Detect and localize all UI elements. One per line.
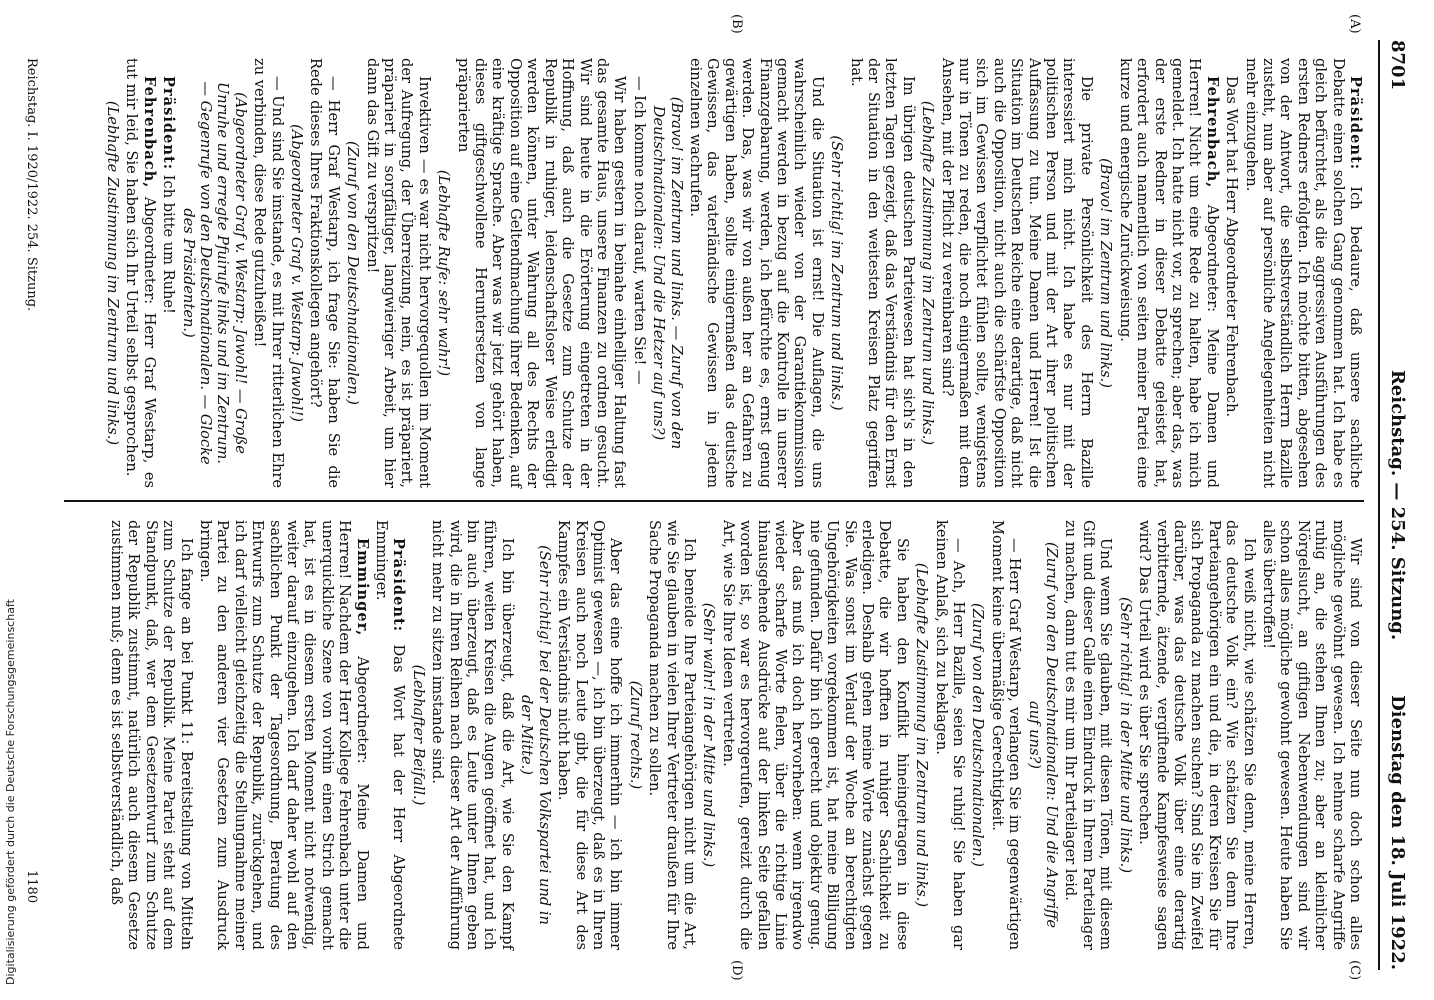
speech-paragraph bbox=[197, 520, 371, 950]
interjection: (Lebhafte Rufe: sehr wahr!) bbox=[435, 169, 453, 377]
paragraph: — Und sind Sie imstande, es mit Ihrer ritterlichen Ehre zu verbinden, diese Rede gutzuheißen! bbox=[251, 58, 286, 489]
interjection: (Zuruf von den Deutschnationalen.) bbox=[969, 603, 987, 867]
speaker-name: Präsident: bbox=[1347, 76, 1364, 171]
header-date: Dienstag den 18. Juli 1922. bbox=[1387, 695, 1408, 970]
left-column bbox=[102, 58, 1364, 488]
page-header bbox=[1378, 40, 1414, 970]
speaker-name: Präsident: bbox=[390, 538, 408, 633]
interjection: (Lebhafte Zustimmung im Zentrum und links.) bbox=[919, 100, 937, 446]
margin-letter-c: (C) bbox=[1347, 960, 1362, 981]
speech-text: Ich bedaure, daß unsere sachliche Debatte einen solchen Gang genommen hat. Ich habe es gleich befürchtet, als die aggressiven Ausführungen des ersten Redners erfolgten. Ich möchte bitten, abgesehen von der Antwort, die selbstverständlich Herrn Bazille zusteht, nun aber auf persönliche Angelegenheiten nicht mehr einzugehen. bbox=[1242, 58, 1364, 488]
column-divider bbox=[64, 500, 1364, 502]
interjection: (Abgeordneter Graf v. Westarp: Jawohl!) bbox=[288, 124, 306, 422]
paragraph: Und die Situation ist ernst! Die Auflagen, die uns wahrscheinlich wieder von der Garantiekommission gemacht werden in bezug auf die Kontrolle in unserer Finanzgebarung, werden, ich befürchte es, ernst genug werden. Das, was wir von außen her an Gefahren zu gewärtigen haben, sollte einigermaßen das deutsche Gewissen, das vaterländische Gewissen in jedem einzelnen wachrufen. bbox=[686, 58, 826, 488]
paragraph: Die private Persönlichkeit des Herrn Bazille interessiert mich nicht. Ich habe es nur mit der politischen Person und mit der Art ihrer politischen Auffassung zu tun. Meine Damen und Herren! Ist die Situation im Deutschen Reiche eine derartige, daß nicht auch die Opposition, nicht auch die schärfste Opposition sich im Gewissen verpflichtet fühlen sollte, wenigstens nur in Tönen zu reden, die noch einigermaßen mit dem Ansehen, mit der Pflicht zu vereinbaren sind? bbox=[938, 58, 1095, 488]
interjection: (Bravo! im Zentrum und links.) bbox=[1097, 158, 1115, 388]
paragraph: Das Wort hat Herr Abgeordneter Fehrenbach. bbox=[1223, 76, 1241, 418]
paragraph: Wir haben gestern in beinahe einhelliger Haltung fast das gesamte Haus, unsere Finanzen zu ordnen gesucht. Wir sind heute in die Erörterung eingetreten in der Hoffnung, daß auch die Gesetze zum Schutze der Republik in ruhiger, leidenschaftsloser Weise erledigt werden können, unter Wahrung all des Rechts der Opposition auf eine Geltendmachung ihrer Bedenken, auf eine kräftige Sprache. Aber was wir jetzt gehört haben, dieses giftgeschwollene Heruntersetzen von lange präparierten bbox=[454, 58, 629, 488]
speaker-name: Fehrenbach, bbox=[1203, 76, 1221, 189]
footer-source: Reichstag. I. 1920/1922. 254. Sitzung. bbox=[24, 58, 39, 312]
speaker-name: Emminger, bbox=[353, 538, 371, 637]
interjection: (Zuruf von den Deutschnationalen: Und die Angriffe auf uns?) bbox=[1025, 541, 1061, 929]
paragraph: — Herr Graf Westarp, verlangen Sie im gegenwärtigen Moment keine übermäßige Gerechtigkeit. bbox=[988, 520, 1024, 950]
paragraph: Wir sind von dieser Seite nun doch schon alles mögliche gewöhnt gewesen. Ich nehme scharfe Angriffe ruhig an, die stehen Ihnen zu; aber an kleinlicher Nörgelsucht, an giftigen Nebenwendungen sind wir schon alles mögliche gewohnt gewesen. Heute haben Sie alles übertroffen! bbox=[1259, 520, 1364, 950]
interjection: (Sehr richtig! in der Mitte und links.) bbox=[1116, 596, 1134, 874]
margin-letter-d: (D) bbox=[729, 960, 744, 981]
right-column bbox=[106, 520, 1364, 950]
paragraph: Aber das eine hoffe ich immerhin — ich bin immer Optimist gewesen —, ich bin überzeugt, daß es in Ihren Kreisen auch noch Leute gibt, die für diese Art des Kampfes ein Verständnis nicht haben. bbox=[555, 520, 625, 950]
paragraph: — Ich komme noch darauf, warten Sie! — bbox=[630, 76, 648, 385]
header-title: Reichstag. — 254. Sitzung. bbox=[1387, 369, 1408, 641]
speech-paragraph bbox=[373, 520, 408, 950]
margin-letter-b: (B) bbox=[729, 14, 744, 34]
interjection: (Lebhafte Zustimmung im Zentrum und links.) bbox=[913, 562, 931, 908]
speech-text: Abgeordneter: Herr Graf Westarp, es tut mir leid, Sie haben sich Ihr Urteil selbst gesprochen. bbox=[123, 58, 158, 489]
margin-letter-a: (A) bbox=[1347, 14, 1362, 34]
interjection: (Zuruf von den Deutschnationalen.) bbox=[344, 141, 362, 405]
interjection: (Sehr richtig! bei der Deutschen Volkspartei und in der Mitte.) bbox=[518, 545, 553, 925]
page-number: 8701 bbox=[1387, 40, 1408, 91]
paragraph: Im übrigen deutschen Parteiwesen hat sich's in den letzten Tagen gezeigt, daß das Verständnis für den Ernst der Situation in den weitesten Kreisen Platz gegriffen hat. bbox=[847, 58, 917, 488]
paragraph: — Herr Graf Westarp, ich frage Sie: haben Sie die Rede dieses Ihres Fraktionskollegen angehört? bbox=[307, 58, 342, 488]
interjection: (Lebhafte Zustimmung im Zentrum und links.) bbox=[103, 100, 121, 446]
speech-paragraph bbox=[1116, 58, 1220, 488]
interjection: (Sehr wahr! in der Mitte und links.) bbox=[700, 602, 718, 868]
speech-text: Abgeordneter: Meine Damen und Herren! Nachdem der Herr Kollege Fehrenbach unter die unerquickliche Szene von vorhin einen Strich gemacht hat, ist es in diesem ersten Moment nicht notwendig, weiter darauf einzugehen. Ich darf daher wohl auf den sachlichen Punkt der Tagesordnung, Beratung des Entwurfs zum Schutze der Republik, zurückgehen, und ich darf vielleicht gleichzeitig die Stellungnahme meiner Partei zu den anderen vier Gesetzen zum Ausdruck bringen. bbox=[197, 520, 371, 950]
speech-paragraph bbox=[1242, 58, 1364, 488]
interjection: (Zuruf rechts.) bbox=[626, 680, 644, 790]
speaker-name: Präsident: bbox=[160, 76, 178, 171]
paragraph: Sie haben den Konflikt hineingetragen in diese Debatte, die wir hofften in ruhiger Sachlichkeit zu erledigen. Deshalb gehen meine Worte zunächst gegen Sie. Was sonst im Verlauf der Woche an berechtigten Ungehörigkeiten vorgekommen ist, hat meine Billigung nie gefunden. Dafür bin ich gerecht und objektiv genug. Aber das muß ich doch hervorheben: wenn irgendwo wieder scharfe Worte fielen, über die richtige Linie hinausgehende Ausdrücke auf der linken Seite gefallen worden ist, so war es hervorgerufen, gereizt durch die Art, wie Sie Ihre Ideen vertreten. bbox=[719, 520, 911, 950]
speech-text: Abgeordneter: Meine Damen und Herren! Nicht um eine Rede zu halten, habe ich mich gemeldet. Ich hatte nicht vor, zu sprechen; aber das, was der erste Redner in dieser Debatte geleistet hat, erfordert auch namentlich von seiten meiner Partei eine kurze und energische Zurückweisung. bbox=[1116, 58, 1221, 488]
paragraph: Ich bin überzeugt, daß die Art, wie Sie den Kampf führen, weiten Kreisen die Augen geöffnet hat, und ich bin auch überzeugt, daß es Leute unter Ihnen geben wird, die in Ihren Reihen nach dieser Art der Aufführung nicht mehr zu sitzen imstande sind. bbox=[429, 520, 516, 950]
paragraph: Und wenn Sie glauben, mit diesen Tönen, mit diesem Gift und dieser Galle einen Eindruck in Ihrem Parteilager zu machen, dann tut es mir um Ihr Parteilager leid. bbox=[1062, 520, 1115, 950]
speech-paragraph bbox=[160, 58, 177, 488]
paragraph: — Ach, Herr Bazille, seien Sie ruhig! Sie haben gar keinen Anlaß, sich zu beklagen. bbox=[932, 520, 968, 950]
interjection: (Lebhafter Beifall.) bbox=[409, 664, 427, 806]
paragraph: Ich beneide Ihre Parteiangehörigen nicht um die Art, wie Sie glauben in vielen Ihrer Vertreter draußen für Ihre Sache Propaganda machen zu sollen. bbox=[646, 520, 698, 950]
paragraph: Invektiven — es war nicht hervorgequollen im Moment der Aufregung, der Überreizung, nein, es ist präpariert, präpariert in sorgfältiger, langwieriger Arbeit, um hier dann das Gift zu verspritzen! bbox=[363, 58, 433, 488]
interjection: (Sehr richtig! im Zentrum und links.) bbox=[828, 135, 846, 411]
speech-text: Ich bitte um Ruhe! bbox=[160, 174, 178, 314]
footer-page-number: 1180 bbox=[24, 870, 39, 904]
digitization-credit: Digitalisierung gefördert durch die Deutsche Forschungsgemeinschaft bbox=[4, 599, 17, 985]
speech-paragraph bbox=[123, 58, 158, 488]
interjection: (Bravo! im Zentrum und links. — Zuruf von den Deutschnationalen: Und die Hetzer auf uns?) bbox=[650, 96, 685, 450]
speech-text: Das Wort hat der Herr Abgeordnete Emminger. bbox=[373, 520, 408, 950]
paragraph: Ich fange an bei Punkt 11: Bereitstellung von Mitteln zum Schutze der Republik. Meine Partei steht auf dem Standpunkt, daß, wer dem Gesetzentwurf zum Schutze der Republik zustimmt, natürlich auch diesem Gesetze zustimmen muß; denn es ist selbstverständlich, daß bbox=[107, 520, 195, 950]
interjection: (Abgeordneter Graf v. Westarp: Jawohl! — Große Unruhe und erregte Pfuirufe links und im Zentrum. — Gegenrufe von den Deutschnationalen. — Glocke des Präsidenten.) bbox=[179, 81, 249, 465]
speaker-name: Fehrenbach, bbox=[140, 76, 158, 189]
paragraph: Ich weiß nicht, wie schätzen Sie denn, meine Herren, das deutsche Volk ein? Wie schätzen Sie denn Ihre Parteiangehörigen ein und die, in deren Kreisen Sie für sich Propaganda zu machen suchen? Sind Sie im Zweifel darüber, was das deutsche Volk über eine derartig verbitternde, ätzende, vergiftende Kampfesweise sagen wird? Das Urteil wird es über Sie sprechen. bbox=[1136, 520, 1258, 950]
